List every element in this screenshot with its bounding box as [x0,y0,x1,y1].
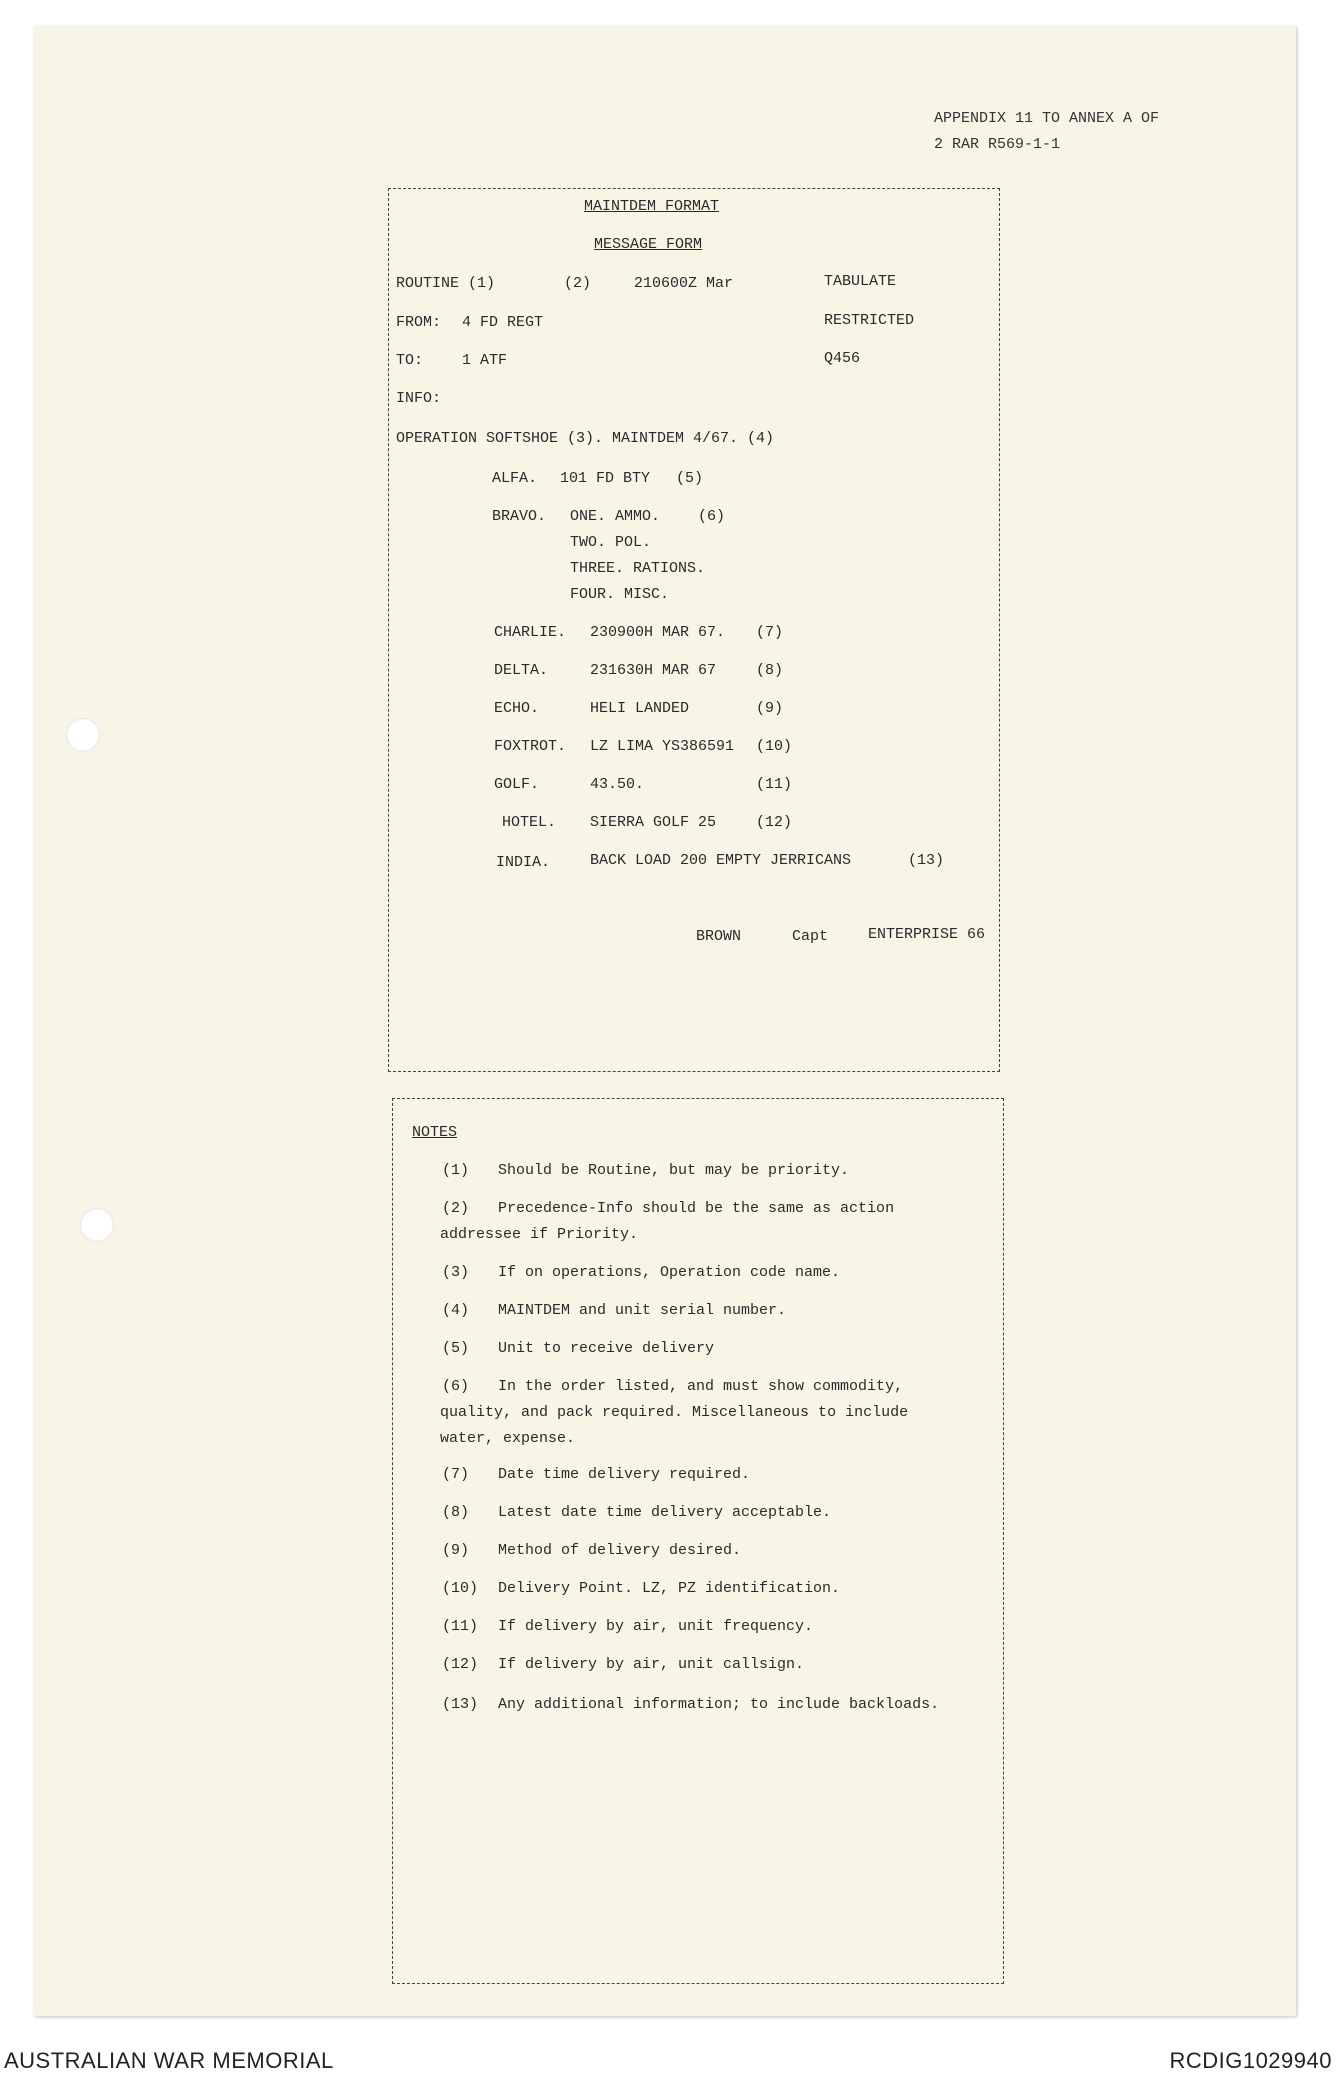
note-text: In the order listed, and must show commodity, [498,1378,904,1395]
bravo-line: TWO. POL. [570,534,652,551]
note-text: Precedence-Info should be the same as action [498,1200,895,1217]
note-number: (13) [442,1696,479,1713]
note-number: (1) [442,1162,470,1179]
item-value: BACK LOAD 200 EMPTY JERRICANS [590,852,852,869]
note-text: Date time delivery required. [498,1466,751,1483]
note-text: Unit to receive delivery [498,1340,715,1357]
item-value: 43.50. [590,776,645,793]
operation-line: OPERATION SOFTSHOE (3). MAINTDEM 4/67. (4) [396,430,775,447]
from-value: 4 FD REGT [462,314,544,331]
bravo-line: FOUR. MISC. [570,586,670,603]
to-label: TO: [396,352,424,369]
bravo-ref: (6) [698,508,726,525]
item-key: GOLF. [494,776,540,793]
note-number: (10) [442,1580,479,1597]
appendix-reference [934,106,1159,158]
bravo-key: BRAVO. [492,508,547,525]
note-text: If delivery by air, unit frequency. [498,1618,814,1635]
bravo-line: ONE. AMMO. [570,508,661,525]
note-text: MAINTDEM and unit serial number. [498,1302,787,1319]
item-ref: (9) [756,700,784,717]
bravo-line: THREE. RATIONS. [570,560,706,577]
item-key: DELTA. [494,662,549,679]
classification-label: RESTRICTED [824,312,915,329]
archive-id: RCDIG1029940 [1169,2048,1332,2073]
item-key: HOTEL. [502,814,557,831]
info-label: INFO: [396,390,442,407]
precedence-info-ref: (2) [564,275,592,292]
signature-rank: Capt [792,928,829,945]
item-key: INDIA. [496,854,551,871]
item-key: FOXTROT. [494,738,567,755]
from-label: FROM: [396,314,442,331]
appendix-line-2: 2 RAR R569-1-1 [934,136,1061,153]
note-text: Method of delivery desired. [498,1542,742,1559]
notes-heading: NOTES [412,1124,458,1141]
note-text: If delivery by air, unit callsign. [498,1656,805,1673]
note-text-continued: quality, and pack required. Miscellaneous to include [440,1404,909,1421]
serial-number: Q456 [824,350,861,367]
note-number: (3) [442,1264,470,1281]
punch-hole-bottom [80,1208,114,1242]
item-ref: (10) [756,738,793,755]
to-value: 1 ATF [462,352,508,369]
date-time-group: 210600Z Mar [634,275,734,292]
note-number: (11) [442,1618,479,1635]
item-key: CHARLIE. [494,624,567,641]
archive-name: AUSTRALIAN WAR MEMORIAL [4,2048,334,2073]
form-subtitle: MESSAGE FORM [594,236,703,253]
note-number: (6) [442,1378,470,1395]
item-ref: (7) [756,624,784,641]
note-number: (7) [442,1466,470,1483]
note-number: (2) [442,1200,470,1217]
appendix-line-1: APPENDIX 11 TO ANNEX A OF [934,110,1160,127]
item-value: LZ LIMA YS386591 [590,738,735,755]
note-text: Latest date time delivery acceptable. [498,1504,832,1521]
note-text: Should be Routine, but may be priority. [498,1162,850,1179]
signature-callsign: ENTERPRISE 66 [868,926,986,943]
item-ref: (8) [756,662,784,679]
item-value: 231630H MAR 67 [590,662,717,679]
signature-name: BROWN [696,928,742,945]
item-value: SIERRA GOLF 25 [590,814,717,831]
item-ref: (11) [756,776,793,793]
note-text: Any additional information; to include backloads. [498,1696,940,1713]
item-key: ALFA. [492,470,538,487]
item-value: HELI LANDED [590,700,690,717]
precedence-routine: ROUTINE (1) [396,275,496,292]
item-ref: (12) [756,814,793,831]
note-number: (12) [442,1656,479,1673]
item-value: 230900H MAR 67. [590,624,726,641]
item-key: ECHO. [494,700,540,717]
item-ref: (5) [676,470,704,487]
note-text: If on operations, Operation code name. [498,1264,841,1281]
punch-hole-top [66,718,100,752]
note-number: (9) [442,1542,470,1559]
item-value: 101 FD BTY [560,470,651,487]
note-text-continued: water, expense. [440,1430,576,1447]
note-number: (5) [442,1340,470,1357]
tabulate-label: TABULATE [824,273,897,290]
note-text-continued: addressee if Priority. [440,1226,639,1243]
note-number: (4) [442,1302,470,1319]
note-text: Delivery Point. LZ, PZ identification. [498,1580,841,1597]
item-ref: (13) [908,852,945,869]
form-title: MAINTDEM FORMAT [584,198,720,215]
note-number: (8) [442,1504,470,1521]
